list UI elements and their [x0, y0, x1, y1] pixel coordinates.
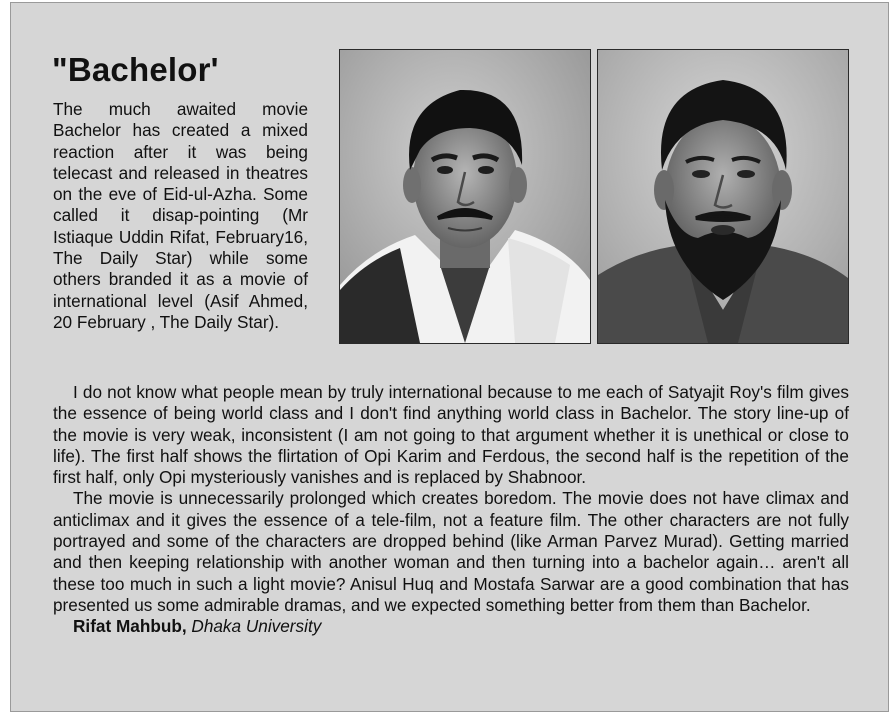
- body-paragraph-1: I do not know what people mean by truly international because to me each of Satyajit Roy's film gives the essence of being world class and I don't find anything world class in Bachelor. The story line-up of the movie is very weak, inconsistent (I am not going to that argument whether it is unethical or close to life). The first half shows the flirtation of Opi Karim and Ferdous, the second half is the repetition of the first half, only Opi mysteriously vanishes and is replaced by Shabnoor.: [53, 382, 849, 488]
- article-title: "Bachelor': [52, 51, 219, 88]
- portrait-1-image: [340, 50, 590, 343]
- photo-portrait-2: [597, 49, 849, 344]
- signature-affiliation: Dhaka University: [191, 616, 322, 637]
- body-paragraph-2: The movie is unnecessarily prolonged which creates boredom. The movie does not have climax and anticlimax and it gives the essence of a tele-film, not a feature film. The other characters are not fully portrayed and some of the characters are dropped behind (like Arman Parvez Murad). Getting married and then keeping relationship with another woman and then turning into a bachelor again… aren't all these too much in such a light movie? Anisul Huq and Mostafa Sarwar are a good combination that has presented us some admirable dramas, and we expected something better from them than Bachelor.: [53, 488, 849, 615]
- signature: [53, 616, 849, 637]
- lead-paragraph: The much awaited movie Bachelor has created a mixed reaction after it was being telecast and released in theatres on the eve of Eid-ul-Azha. Some called it disap-pointing (Mr Istiaque Uddin Rifat, February16, The Daily Star) while some others branded it as a movie of international level (Asif Ahmed, 20 February , The Daily Star).: [53, 99, 308, 332]
- article-body: [53, 382, 849, 638]
- photo-portrait-1: [339, 49, 591, 344]
- signature-name: Rifat Mahbub,: [73, 616, 187, 637]
- portrait-2-image: [598, 50, 848, 343]
